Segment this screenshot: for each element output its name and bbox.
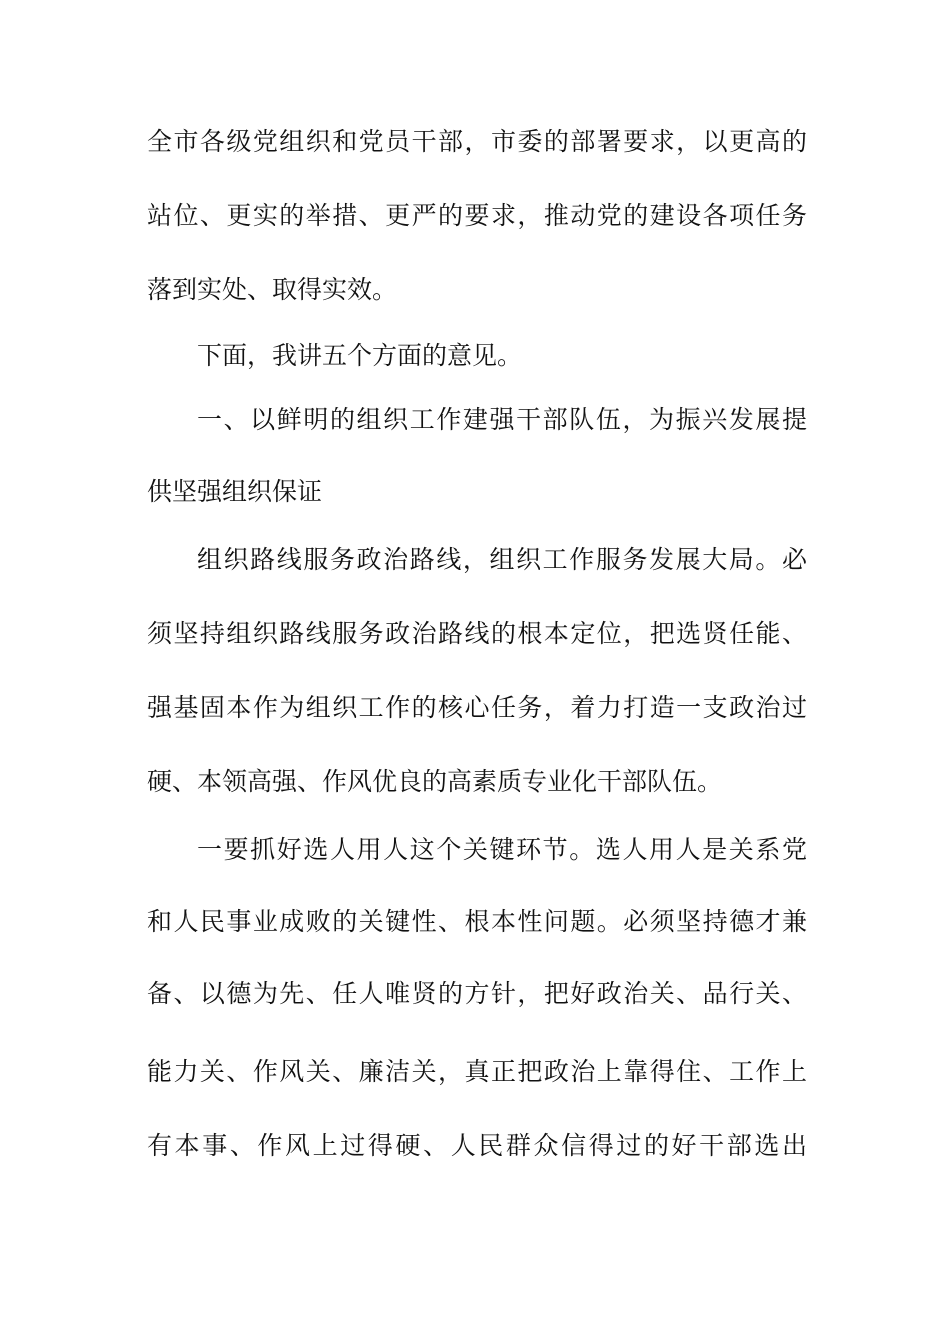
text-line-15: 有本事、作风上过得硬、人民群众信得过的好干部选出 bbox=[147, 1131, 807, 1160]
section-heading-line-1: 一、以鲜明的组织工作建强干部队伍，为振兴发展提 bbox=[197, 405, 807, 434]
text-line-12: 和人民事业成败的关键性、根本性问题。必须坚持德才兼 bbox=[147, 907, 807, 936]
text-line-2: 站位、更实的举措、更严的要求，推动党的建设各项任务 bbox=[147, 201, 807, 230]
text-line-3: 落到实处、取得实效。 bbox=[147, 275, 398, 304]
text-line-7: 组织路线服务政治路线，组织工作服务发展大局。必 bbox=[197, 545, 807, 574]
text-line-10: 硬、本领高强、作风优良的高素质专业化干部队伍。 bbox=[147, 767, 723, 796]
text-line-11: 一要抓好选人用人这个关键环节。选人用人是关系党 bbox=[197, 835, 807, 864]
text-line-4: 下面，我讲五个方面的意见。 bbox=[197, 341, 523, 370]
text-line-13: 备、以德为先、任人唯贤的方针，把好政治关、品行关、 bbox=[147, 979, 807, 1008]
text-line-14: 能力关、作风关、廉洁关，真正把政治上靠得住、工作上 bbox=[147, 1057, 807, 1086]
section-heading-line-2: 供坚强组织保证 bbox=[147, 477, 323, 506]
text-line-8: 须坚持组织路线服务政治路线的根本定位，把选贤任能、 bbox=[147, 619, 807, 648]
text-line-9: 强基固本作为组织工作的核心任务，着力打造一支政治过 bbox=[147, 693, 807, 722]
text-line-1: 全市各级党组织和党员干部，市委的部署要求，以更高的 bbox=[147, 127, 807, 156]
